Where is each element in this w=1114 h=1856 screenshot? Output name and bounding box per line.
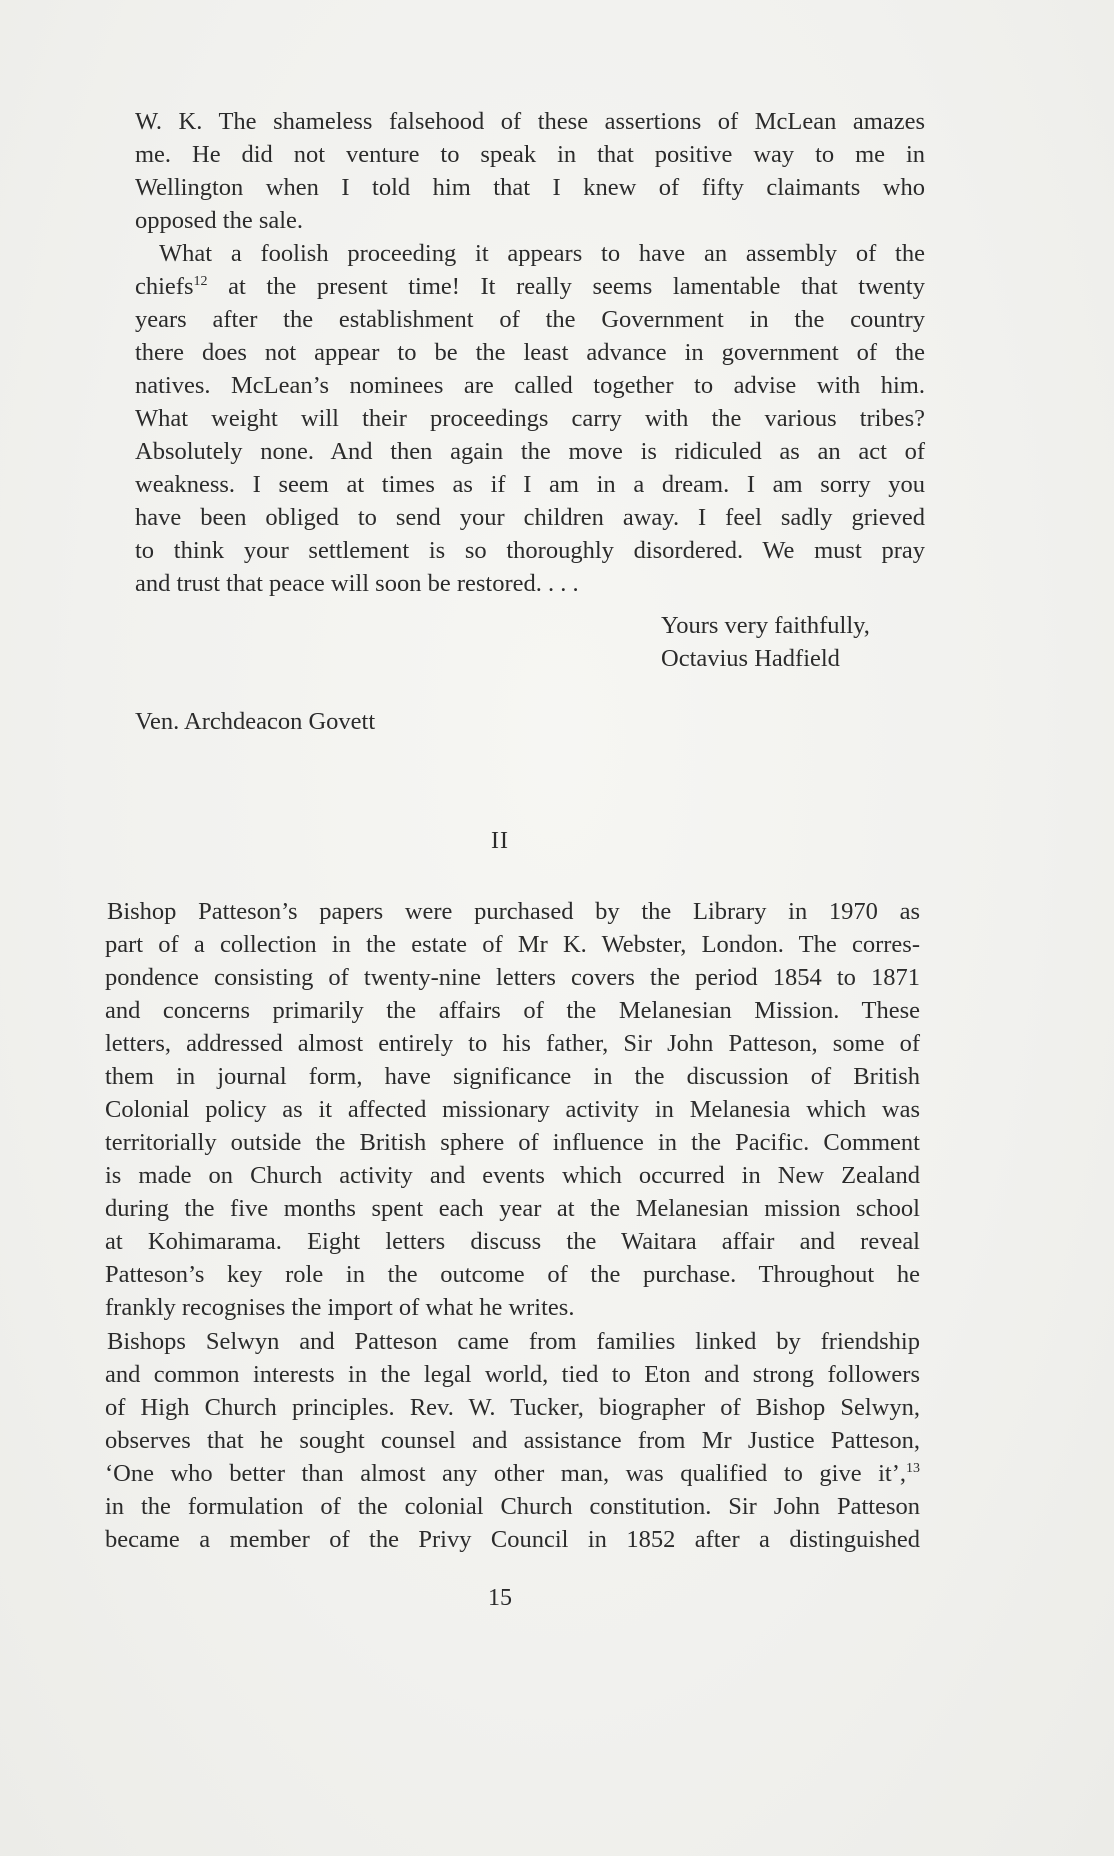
text-line: during the five months spent each year at the Melanesian mission school (105, 1195, 920, 1222)
text-line: and trust that peace will soon be restored. . . . (135, 570, 579, 597)
text-line: there does not appear to be the least advance in government of the (135, 339, 925, 366)
footnote-marker: 13 (906, 1461, 920, 1476)
text-line: W. K. The shameless falsehood of these assertions of McLean amazes (135, 108, 925, 135)
text-line: Bishops Selwyn and Patteson came from families linked by friendship (107, 1328, 920, 1355)
section-heading: II (491, 828, 509, 854)
letter-paragraph-2 (135, 237, 925, 600)
text-line: them in journal form, have significance in the discussion of British (105, 1063, 920, 1090)
page-number: 15 (488, 1585, 512, 1611)
text-line (135, 270, 925, 303)
text-line (105, 1457, 920, 1490)
text-line: to think your settlement is so thoroughly disordered. We must pray (135, 537, 925, 564)
text-line: What weight will their proceedings carry with the various tribes? (135, 405, 925, 432)
text-line: letters, addressed almost entirely to his father, Sir John Patteson, some of (105, 1030, 920, 1057)
text-line: Wellington when I told him that I knew of fifty claimants who (135, 174, 925, 201)
text-line: observes that he sought counsel and assistance from Mr Justice Patteson, (105, 1427, 920, 1454)
text-line: Colonial policy as it affected missionary activity in Melanesia which was (105, 1096, 920, 1123)
footnote-marker: 12 (193, 274, 208, 289)
text-line: is made on Church activity and events which occurred in New Zealand (105, 1162, 920, 1189)
text-line: natives. McLean’s nominees are called together to advise with him. (135, 372, 925, 399)
letter-closing: Yours very faithfully, (661, 612, 870, 639)
text-line: in the formulation of the colonial Church constitution. Sir John Patteson (105, 1493, 920, 1520)
text-fragment: ‘One who better than almost any other man, was qualified to give it’, (105, 1460, 906, 1487)
text-line: me. He did not venture to speak in that positive way to me in (135, 141, 925, 168)
body-paragraph-1 (105, 895, 920, 1324)
letter-signature: Octavius Hadfield (661, 645, 840, 672)
text-line: Patteson’s key role in the outcome of the purchase. Throughout he (105, 1261, 920, 1288)
text-line: years after the establishment of the Government in the country (135, 306, 925, 333)
text-line: territorially outside the British sphere of influence in the Pacific. Comment (105, 1129, 920, 1156)
letter-addressee: Ven. Archdeacon Govett (135, 708, 376, 735)
body-paragraph-2 (105, 1325, 920, 1556)
text-line: Bishop Patteson’s papers were purchased by the Library in 1970 as (107, 898, 920, 925)
text-line: have been obliged to send your children away. I feel sadly grieved (135, 504, 925, 531)
text-line: and common interests in the legal world, tied to Eton and strong followers (105, 1361, 920, 1388)
text-fragment: chiefs (135, 273, 194, 300)
letter-paragraph-1 (135, 105, 925, 237)
text-fragment: at the present time! It really seems lamentable that twenty (228, 273, 925, 300)
text-line: weakness. I seem at times as if I am in a dream. I am sorry you (135, 471, 925, 498)
text-line: part of a collection in the estate of Mr K. Webster, London. The corres- (105, 931, 920, 958)
text-line: frankly recognises the import of what he writes. (105, 1294, 575, 1321)
text-line: Absolutely none. And then again the move is ridiculed as an act of (135, 438, 925, 465)
text-line: of High Church principles. Rev. W. Tucker, biographer of Bishop Selwyn, (105, 1394, 920, 1421)
text-line: What a foolish proceeding it appears to have an assembly of the (159, 240, 925, 267)
text-line: at Kohimarama. Eight letters discuss the Waitara affair and reveal (105, 1228, 920, 1255)
text-line: became a member of the Privy Council in 1852 after a distinguished (105, 1526, 920, 1553)
text-line: opposed the sale. (135, 207, 304, 234)
text-line: and concerns primarily the affairs of the Melanesian Mission. These (105, 997, 920, 1024)
text-line: pondence consisting of twenty-nine letters covers the period 1854 to 1871 (105, 964, 920, 991)
